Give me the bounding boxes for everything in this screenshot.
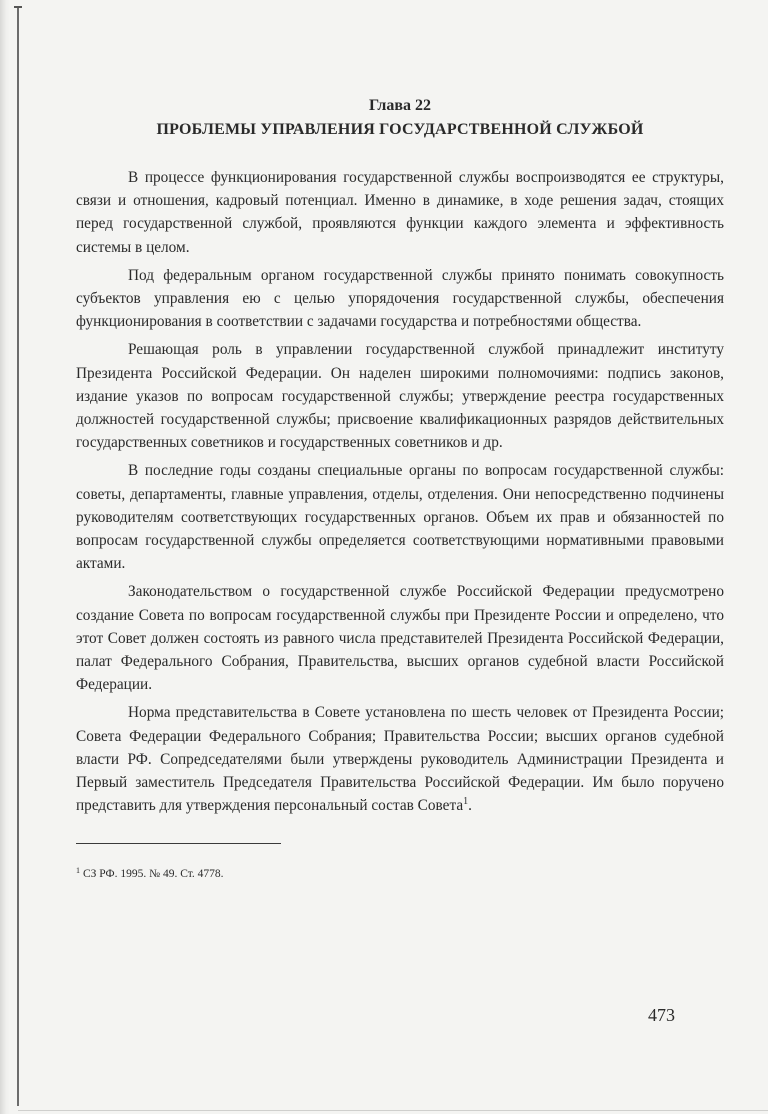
scan-corner-tick [14,6,22,8]
book-page [76,96,724,882]
paragraph-last-end: . [468,797,472,815]
page-number: 473 [648,1005,675,1025]
body-text [76,166,724,817]
paragraph-last [76,701,724,817]
footnote-mark: 1 [76,865,80,875]
paragraph: В процессе функционирования государственной службы воспроизводятся ее структуры, связи и отношения, кадровый потенциал. Именно в динамике, в ходе решения задач, стоящих перед государственной службой, проявляются функции каждого элемента и эффективность системы в целом. [76,169,724,256]
scan-binding-line [17,6,19,1106]
paragraph: Решающая роль в управлении государственной службой принадлежит институту Президента Российской Федерации. Он наделен широкими полномочиями: подпись законов, издание указов по вопросам государственной службы; утверждение реестра государственных должностей государственной службы; присвоение квалификационных разрядов действительных государственных советников и государственных советников и др. [76,341,724,452]
paragraph: Законодательством о государственной службе Российской Федерации предусмотрено создание Совета по вопросам государственной службы при Президенте России и определено, что этот Совет должен состоять из равного числа представителей Президента Российской Федерации, палат Федерального Собрания, Правительства, высших органов судебной власти Российской Федерации. [76,583,724,694]
footnote-reference[interactable]: 1 [463,796,469,808]
scan-bottom-edge [18,1110,768,1111]
chapter-title: ПРОБЛЕМЫ УПРАВЛЕНИЯ ГОСУДАРСТВЕННОЙ СЛУЖБОЙ [156,121,644,138]
footnote [76,866,724,882]
footnote-divider [76,843,281,844]
paragraph: В последние годы созданы специальные органы по вопросам государственной службы: советы, департаменты, главные управления, отделы, отделения. Они непосредственно подчинены руководителям соответствующих государственных органов. Объем их прав и обязанностей по вопросам государственной службы определяется соответствующими нормативными правовыми актами. [76,462,724,573]
footnote-text: СЗ РФ. 1995. № 49. Ст. 4778. [83,868,224,881]
paragraph-last-text: Норма представительства в Совете установлена по шесть человек от Президента России; Совета Федерации Федерального Собрания; Правительства России; высших органов судебной власти РФ. Сопредседателями были утверждены руководитель Администрации Президента и Первый заместитель Председателя Правительства Российской Федерации. Им было поручено представить для утверждения персональный состав Совета [76,704,724,815]
paragraph: Под федеральным органом государственной службы принято понимать совокупность субъектов управления ею с целью упорядочения государственной службы, обеспечения функционирования в соответствии с задачами государства и потребностями общества. [76,266,724,331]
chapter-label: Глава 22 [369,97,431,114]
scan-edge [0,0,10,1114]
